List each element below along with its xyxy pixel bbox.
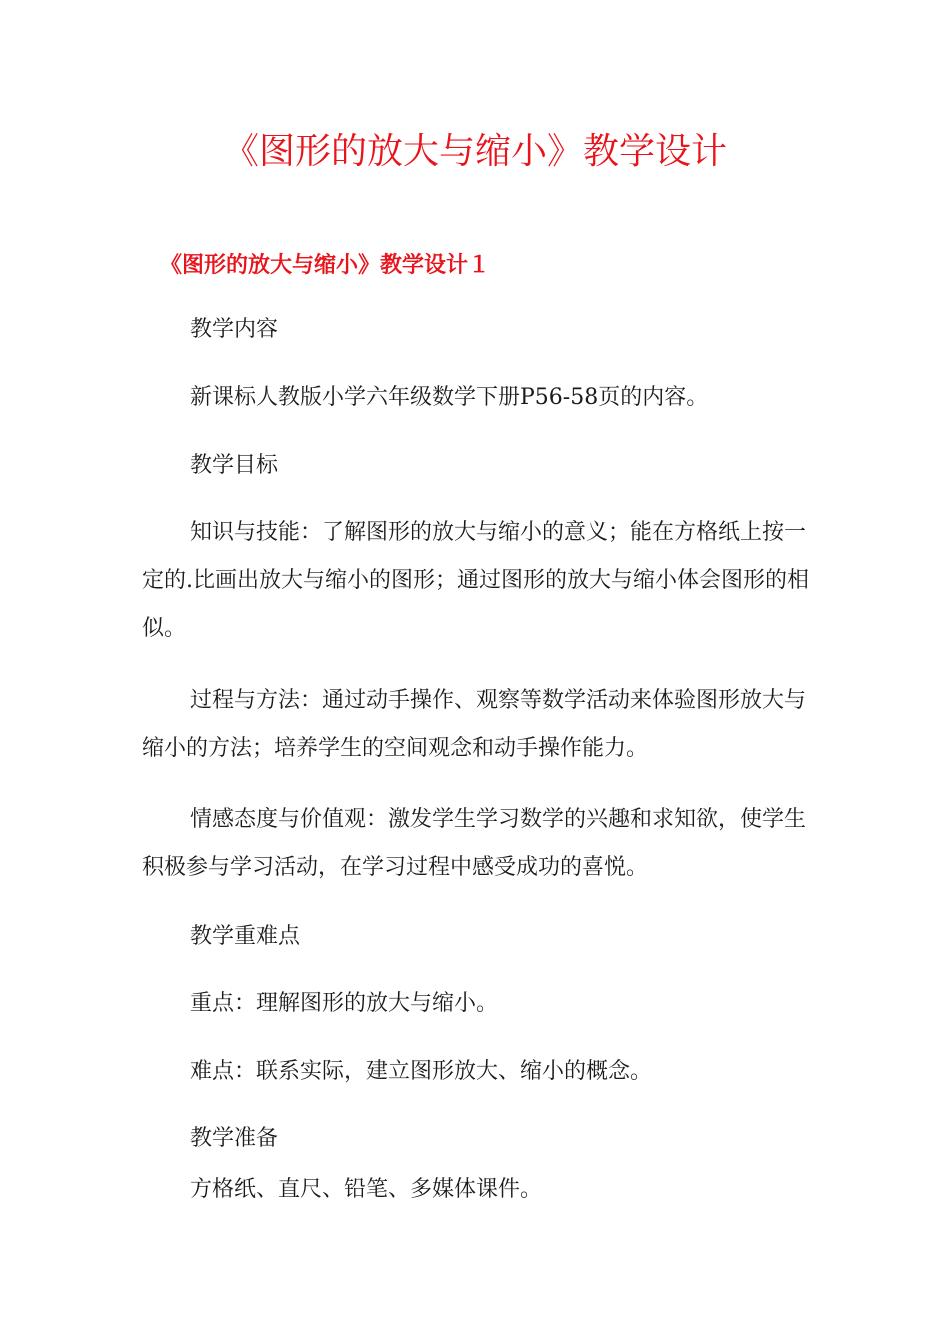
- paragraph-teaching-goals-heading: 教学目标: [190, 453, 279, 478]
- paragraph-process-method: 过程与方法：通过动手操作、观察等数学活动来体验图形放大与缩小的方法；培养学生的空间观念和动手操作能力。: [142, 688, 807, 761]
- paragraph-key-point: 重点：理解图形的放大与缩小。: [190, 991, 499, 1016]
- paragraph-difficult-point: 难点：联系实际，建立图形放大、缩小的概念。: [190, 1059, 653, 1084]
- paragraph-teaching-content: 新课标人教版小学六年级数学下册P56-58页的内容。: [190, 385, 709, 410]
- paragraph-preparation-heading: 教学准备: [190, 1126, 279, 1151]
- paragraph-preparation: 方格纸、直尺、铅笔、多媒体课件。: [190, 1177, 543, 1202]
- paragraph-knowledge-skills: 知识与技能：了解图形的放大与缩小的意义；能在方格纸上按一定的.比画出放大与缩小的图形；通过图形的放大与缩小体会图形的相似。: [142, 520, 809, 641]
- paragraph-key-points-heading: 教学重难点: [190, 924, 301, 949]
- section-heading: 《图形的放大与缩小》教学设计１: [160, 253, 491, 278]
- paragraph-teaching-content-heading: 教学内容: [190, 317, 279, 342]
- document-title: 《图形的放大与缩小》教学设计: [222, 131, 727, 172]
- paragraph-emotion-values: 情感态度与价值观：激发学生学习数学的兴趣和求知欲，使学生积极参与学习活动，在学习过程中感受成功的喜悦。: [142, 807, 807, 880]
